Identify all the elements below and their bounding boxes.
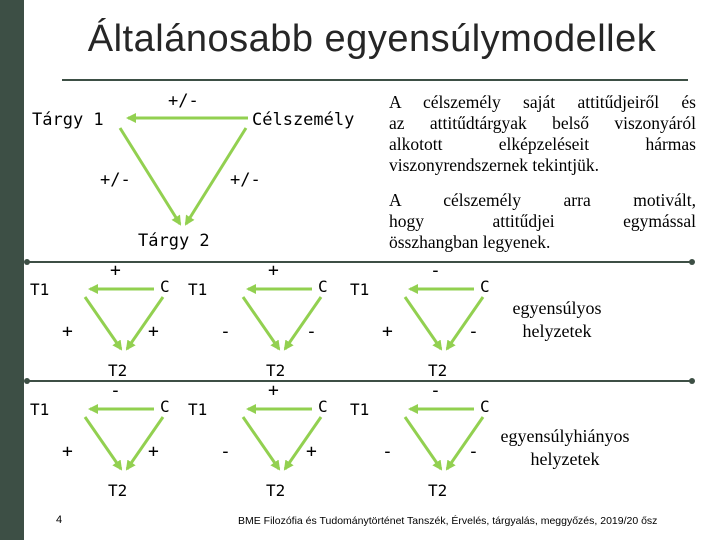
small-triangle xyxy=(350,380,490,500)
slide-title: Általánosabb egyensúlymodellek xyxy=(87,18,657,60)
sign-top: + xyxy=(110,260,121,281)
small-triangle xyxy=(30,380,170,500)
small-triangle xyxy=(30,260,170,380)
sign-right: - xyxy=(468,441,479,462)
arrow-t1-to-t2 xyxy=(85,297,121,349)
text-block-2 xyxy=(389,190,696,253)
caption-line: helyzetek xyxy=(530,449,600,469)
node-t2: T2 xyxy=(428,361,448,380)
arrow-t1-to-t2 xyxy=(85,417,121,469)
sign-right: + xyxy=(148,441,159,462)
node-t1: T1 xyxy=(188,280,208,299)
node-c: C xyxy=(160,397,170,416)
text-line: A célszemély saját attitűdjeiről és xyxy=(389,92,696,112)
text-line: A célszemély arra motivált, xyxy=(389,190,696,210)
sign-right: - xyxy=(306,321,317,342)
node-t2: T2 xyxy=(108,481,128,500)
caption-balanced xyxy=(492,297,622,343)
sign-left: - xyxy=(382,441,393,462)
sign-left: - xyxy=(220,441,231,462)
sign-top: + xyxy=(268,260,279,281)
node-t2: T2 xyxy=(428,481,448,500)
node-t2: T2 xyxy=(266,361,286,380)
node-c: C xyxy=(160,277,170,296)
node-c: C xyxy=(480,277,490,296)
arrow-t1-to-t2 xyxy=(243,297,279,349)
node-t1: T1 xyxy=(30,400,50,419)
caption-line: egyensúlyos xyxy=(512,298,602,318)
caption-line: helyzetek xyxy=(522,321,592,341)
sign-left: - xyxy=(220,321,231,342)
text-block-1 xyxy=(389,92,696,176)
small-triangle xyxy=(188,380,328,500)
small-triangle xyxy=(350,260,490,380)
sign-top: +/- xyxy=(168,91,199,111)
sign-top: + xyxy=(268,380,279,401)
text-line: viszonyrendszernek tekintjük. xyxy=(389,155,599,175)
sign-top: - xyxy=(430,260,441,281)
node-c: C xyxy=(318,397,328,416)
node-celszemely: Célszemély xyxy=(252,110,355,130)
node-c: C xyxy=(318,277,328,296)
text-line: az attitűdtárgyak belső viszonyáról xyxy=(389,113,696,133)
arrow-t1-to-t2 xyxy=(405,417,441,469)
text-line: alkotott elképzeléseit hármas xyxy=(389,134,696,154)
node-t2: T2 xyxy=(266,481,286,500)
arrow-t1-to-t2 xyxy=(405,297,441,349)
sign-left: + xyxy=(382,321,393,342)
sign-top: - xyxy=(110,380,121,401)
main-triangle xyxy=(32,91,354,251)
sign-right: + xyxy=(306,441,317,462)
node-targy1: Tárgy 1 xyxy=(32,110,104,130)
sign-right: +/- xyxy=(230,170,261,190)
arrow-t1-to-t2 xyxy=(243,417,279,469)
node-t1: T1 xyxy=(30,280,50,299)
sign-top: - xyxy=(430,380,441,401)
node-t1: T1 xyxy=(188,400,208,419)
page-number: 4 xyxy=(56,514,63,526)
node-c: C xyxy=(480,397,490,416)
footer: BME Filozófia és Tudománytörténet Tanszék, Érvelés, tárgyalás, meggyőzés, 2019/20 ősz xyxy=(238,515,658,527)
sign-left: + xyxy=(62,441,73,462)
text-line: összhangban legyenek. xyxy=(389,232,551,252)
caption-line: egyensúlyhiányos xyxy=(500,426,630,446)
separator-rule-1 xyxy=(24,259,695,265)
small-triangle xyxy=(188,260,328,380)
node-t1: T1 xyxy=(350,280,370,299)
sign-left: +/- xyxy=(100,170,131,190)
node-t2: T2 xyxy=(108,361,128,380)
node-t1: T1 xyxy=(350,400,370,419)
sign-left: + xyxy=(62,321,73,342)
sign-right: - xyxy=(468,321,479,342)
caption-unbalanced xyxy=(470,425,660,471)
sign-right: + xyxy=(148,321,159,342)
node-targy2: Tárgy 2 xyxy=(138,231,210,251)
text-line: hogy attitűdjei egymással xyxy=(389,211,696,231)
